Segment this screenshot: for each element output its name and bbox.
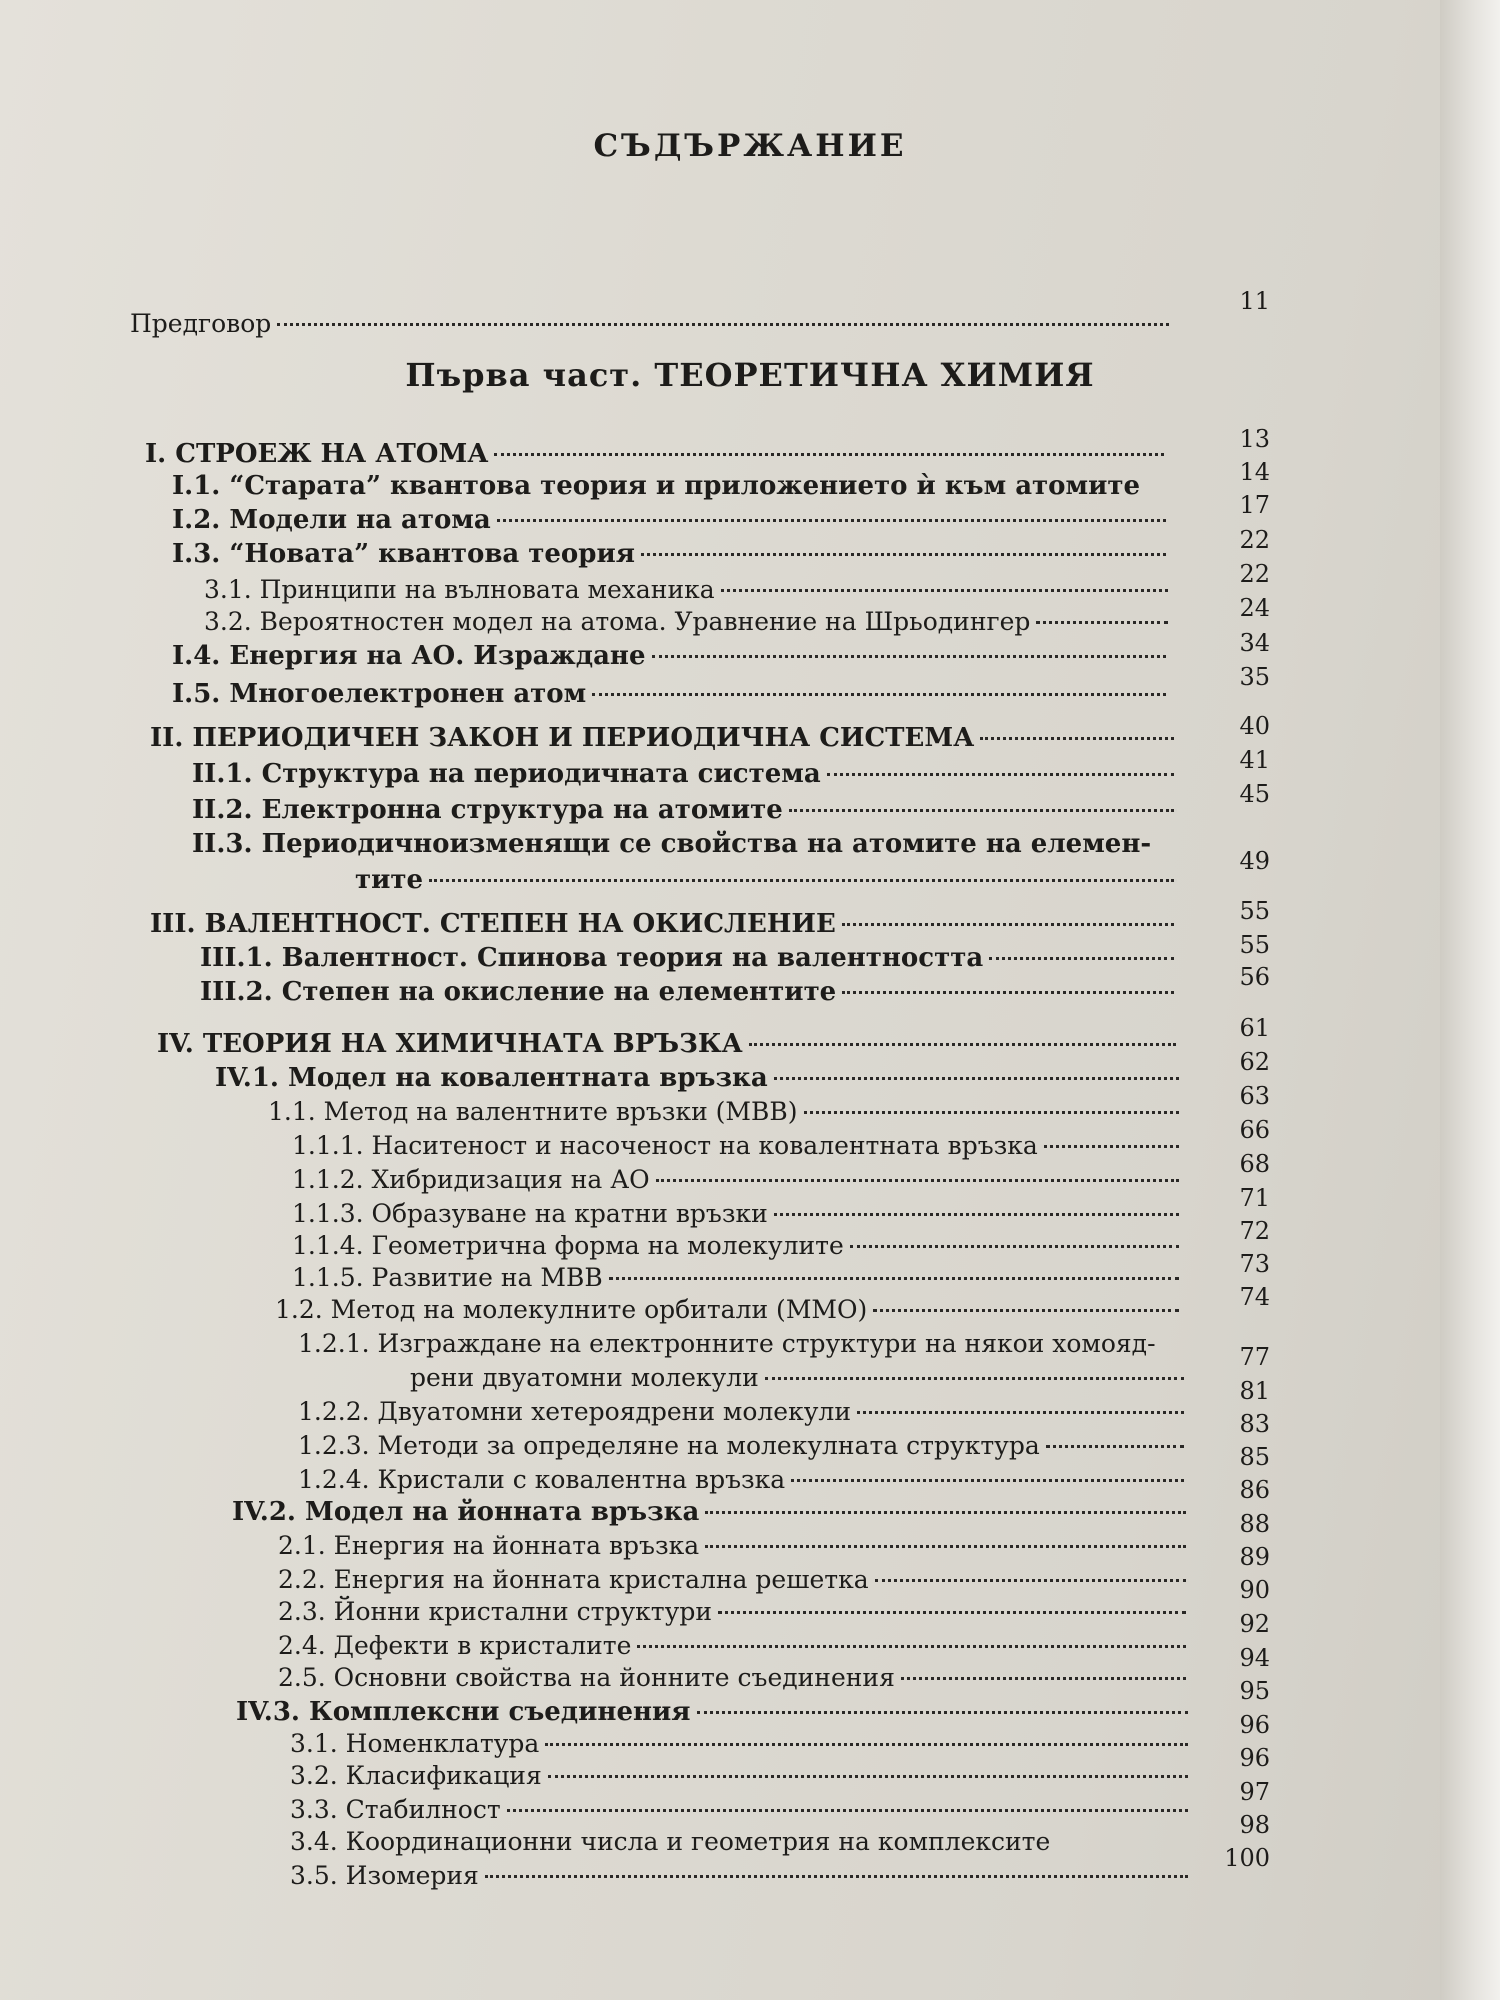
toc-entry-title: 3.1. Принципи на вълновата механика <box>204 575 715 604</box>
page-number: 96 <box>1239 1744 1270 1772</box>
page-number: 61 <box>1239 1014 1270 1042</box>
dot-leader <box>637 1645 1186 1648</box>
toc-entry-title: 2.5. Основни свойства на йонните съединения <box>278 1663 895 1692</box>
page-number: 97 <box>1239 1778 1270 1806</box>
toc-entry-title: 1.2.1. Изграждане на електронните структури на някои хомояд- <box>298 1329 1156 1358</box>
page-number: 88 <box>1239 1510 1270 1538</box>
dot-leader <box>875 1579 1186 1582</box>
page-number: 83 <box>1239 1410 1270 1438</box>
page-number: 13 <box>1239 425 1270 453</box>
page-number: 100 <box>1224 1844 1270 1872</box>
dot-leader <box>429 879 1174 882</box>
page-number: 96 <box>1239 1711 1270 1739</box>
dot-leader <box>609 1277 1179 1280</box>
toc-section-1-2 <box>172 502 1172 538</box>
dot-leader <box>850 1245 1179 1248</box>
toc-item-1-2-2 <box>298 1394 1190 1430</box>
toc-subsection-3-1b <box>290 1726 1194 1762</box>
toc-section-4-2 <box>232 1494 1192 1530</box>
dot-leader <box>789 809 1174 812</box>
toc-item-1-1-1 <box>292 1128 1185 1164</box>
page-number: 17 <box>1239 491 1270 519</box>
toc-section-2-3 <box>192 826 1182 862</box>
dot-leader <box>592 693 1166 696</box>
page-number: 89 <box>1239 1543 1270 1571</box>
page-number: 22 <box>1239 526 1270 554</box>
page-number: 86 <box>1239 1476 1270 1504</box>
toc-item-1-1-4 <box>292 1228 1185 1264</box>
dot-leader <box>774 1213 1179 1216</box>
dot-leader <box>774 1077 1179 1080</box>
toc-entry-title: 1.1.4. Геометрична форма на молекулите <box>292 1231 844 1260</box>
toc-entry-title: 3.2. Вероятностен модел на атома. Уравнение на Шрьодингер <box>204 607 1031 636</box>
toc-entry-title: 2.2. Енергия на йонната кристална решетка <box>278 1565 869 1594</box>
page-number: 55 <box>1239 931 1270 959</box>
toc-section-3-1 <box>200 940 1180 976</box>
page-number: 81 <box>1239 1377 1270 1405</box>
toc-entry-title: I.1. “Старата” квантова теория и приложението ѝ към атомите <box>172 471 1141 501</box>
toc-entry-title: II.2. Електронна структура на атомите <box>192 795 783 825</box>
toc-entry-title: 3.2. Класификация <box>290 1761 542 1790</box>
toc-section-1-1 <box>172 468 1172 504</box>
page-number: 49 <box>1239 847 1270 875</box>
page-number: 56 <box>1239 963 1270 991</box>
page-number: 77 <box>1239 1343 1270 1371</box>
toc-section-1-5 <box>172 676 1172 712</box>
toc-entry-title: 3.1. Номенклатура <box>290 1729 540 1758</box>
toc-section-3-2 <box>200 974 1180 1010</box>
dot-leader <box>721 589 1168 592</box>
toc-entry-preface <box>130 306 1175 342</box>
dot-leader <box>827 773 1174 776</box>
toc-item-1-2-1-cont <box>410 1360 1190 1396</box>
dot-leader <box>791 1479 1184 1482</box>
toc-subsection-3-2 <box>204 604 1174 640</box>
toc-entry-title: IV.2. Модел на йонната връзка <box>232 1497 700 1527</box>
toc-item-1-2-1 <box>298 1326 1190 1362</box>
toc-entry-title: 1.2. Метод на молекулните орбитали (ММО) <box>275 1295 868 1324</box>
dot-leader <box>1044 1145 1179 1148</box>
page-number: 72 <box>1239 1217 1270 1245</box>
toc-entry-title: IV.3. Комплексни съединения <box>236 1697 691 1727</box>
toc-section-1-3 <box>172 536 1172 572</box>
toc-entry-title: I. СТРОЕЖ НА АТОМА <box>145 439 489 469</box>
dot-leader <box>857 1411 1184 1414</box>
toc-item-1-2-3 <box>298 1428 1190 1464</box>
page-number: 92 <box>1239 1610 1270 1638</box>
toc-entry-title: II. ПЕРИОДИЧЕН ЗАКОН И ПЕРИОДИЧНА СИСТЕМА <box>150 723 975 753</box>
page-number: 62 <box>1239 1048 1270 1076</box>
toc-entry-title: 3.5. Изомерия <box>290 1861 479 1890</box>
dot-leader <box>989 957 1174 960</box>
toc-subsection-2-3 <box>278 1594 1192 1630</box>
page-title: СЪДЪРЖАНИЕ <box>593 128 907 164</box>
page-number: 45 <box>1239 780 1270 808</box>
dot-leader <box>804 1111 1179 1114</box>
page-number: 24 <box>1239 594 1270 622</box>
dot-leader <box>697 1711 1188 1714</box>
toc-subsection-3-3b <box>290 1792 1194 1828</box>
page-number: 14 <box>1239 458 1270 486</box>
part-heading: Първа част. ТЕОРЕТИЧНА ХИМИЯ <box>405 356 1095 394</box>
dot-leader <box>277 323 1169 326</box>
dot-leader <box>485 1875 1188 1878</box>
toc-entry-title: III.2. Степен на окисление на елементите <box>200 977 837 1007</box>
toc-entry-title: I.4. Енергия на АО. Израждане <box>172 641 646 671</box>
dot-leader <box>705 1511 1186 1514</box>
page-number: 66 <box>1239 1116 1270 1144</box>
dot-leader <box>980 737 1174 740</box>
toc-chapter-4 <box>157 1026 1182 1062</box>
dot-leader <box>842 923 1174 926</box>
toc-subsection-1-2 <box>275 1292 1185 1328</box>
dot-leader <box>494 453 1164 456</box>
toc-subsection-3-2b <box>290 1758 1194 1794</box>
toc-entry-title: I.5. Многоелектронен атом <box>172 679 587 709</box>
toc-entry-title: II.3. Периодичноизменящи се свойства на атомите на елемен- <box>192 829 1152 859</box>
page-number: 63 <box>1239 1082 1270 1110</box>
dot-leader <box>1046 1445 1184 1448</box>
toc-section-2-1 <box>192 756 1180 792</box>
toc-chapter-1 <box>145 436 1170 472</box>
dot-leader <box>656 1179 1179 1182</box>
dot-leader <box>652 655 1167 658</box>
toc-subsection-3-5b <box>290 1858 1194 1894</box>
dot-leader <box>718 1611 1186 1614</box>
page-number: 94 <box>1239 1644 1270 1672</box>
page-number: 85 <box>1239 1443 1270 1471</box>
page-number: 74 <box>1239 1283 1270 1311</box>
toc-entry-title: 3.4. Координационни числа и геометрия на комплексите <box>290 1827 1051 1856</box>
dot-leader <box>548 1775 1188 1778</box>
toc-entry-title: 1.2.4. Кристали с ковалентна връзка <box>298 1465 786 1494</box>
toc-chapter-2 <box>150 720 1180 756</box>
dot-leader <box>765 1377 1184 1380</box>
toc-section-2-2 <box>192 792 1180 828</box>
dot-leader <box>705 1545 1186 1548</box>
toc-entry-title: рени двуатомни молекули <box>410 1363 759 1392</box>
toc-section-2-3-cont <box>355 862 1180 898</box>
toc-section-4-3 <box>236 1694 1194 1730</box>
toc-subsection-3-4b <box>290 1824 1194 1860</box>
toc-entry-title: 1.1.1. Наситеност и насоченост на ковалентната връзка <box>292 1131 1038 1160</box>
toc-entry-title: III.1. Валентност. Спинова теория на валентността <box>200 943 984 973</box>
dot-leader <box>749 1043 1176 1046</box>
dot-leader <box>873 1309 1179 1312</box>
toc-subsection-2-4 <box>278 1628 1192 1664</box>
toc-entry-title: 3.3. Стабилност <box>290 1795 501 1824</box>
toc-entry-title: III. ВАЛЕНТНОСТ. СТЕПЕН НА ОКИСЛЕНИЕ <box>150 909 836 939</box>
toc-subsection-2-5 <box>278 1660 1192 1696</box>
toc-entry-title: 1.1.2. Хибридизация на АО <box>292 1165 650 1194</box>
toc-chapter-3 <box>150 906 1180 942</box>
toc-entry-title: I.3. “Новата” квантова теория <box>172 539 635 569</box>
page-number: 98 <box>1239 1811 1270 1839</box>
toc-entry-title: IV. ТЕОРИЯ НА ХИМИЧНАТА ВРЪЗКА <box>157 1029 743 1059</box>
dot-leader <box>901 1677 1186 1680</box>
toc-entry-title: 2.3. Йонни кристални структури <box>278 1597 712 1626</box>
toc-entry-title: Предговор <box>130 309 272 338</box>
toc-item-1-1-2 <box>292 1162 1185 1198</box>
page-number: 34 <box>1239 629 1270 657</box>
dot-leader <box>1036 621 1168 624</box>
page-number: 35 <box>1239 663 1270 691</box>
toc-subsection-3-1 <box>204 572 1174 608</box>
toc-section-1-4 <box>172 638 1172 674</box>
toc-entry-title: 1.1.3. Образуване на кратни връзки <box>292 1199 768 1228</box>
page-number: 11 <box>1239 287 1270 315</box>
page-number: 95 <box>1239 1677 1270 1705</box>
toc-entry-title: 1.1. Метод на валентните връзки (МВВ) <box>268 1097 798 1126</box>
toc-item-1-1-3 <box>292 1196 1185 1232</box>
toc-item-1-2-4 <box>298 1462 1190 1498</box>
toc-subsection-1-1 <box>268 1094 1185 1130</box>
page-number: 55 <box>1239 897 1270 925</box>
dot-leader <box>842 991 1174 994</box>
toc-entry-title: 2.1. Енергия на йонната връзка <box>278 1531 700 1560</box>
toc-entry-title: IV.1. Модел на ковалентната връзка <box>215 1063 768 1093</box>
page-number: 40 <box>1239 712 1270 740</box>
page-number: 73 <box>1239 1250 1270 1278</box>
toc-subsection-2-2 <box>278 1562 1192 1598</box>
page-number: 71 <box>1239 1184 1270 1212</box>
toc-item-1-1-5 <box>292 1260 1185 1296</box>
page-number: 68 <box>1239 1150 1270 1178</box>
toc-subsection-2-1 <box>278 1528 1192 1564</box>
dot-leader <box>507 1809 1188 1812</box>
dot-leader <box>497 519 1166 522</box>
toc-entry-title: II.1. Структура на периодичната система <box>192 759 821 789</box>
page-number: 41 <box>1239 746 1270 774</box>
dot-leader <box>641 553 1166 556</box>
page-number: 90 <box>1239 1576 1270 1604</box>
toc-entry-title: тите <box>355 865 424 895</box>
toc-entry-title: I.2. Модели на атома <box>172 505 491 535</box>
toc-entry-title: 1.2.2. Двуатомни хетероядрени молекули <box>298 1397 851 1426</box>
toc-entry-title: 1.1.5. Развитие на МВВ <box>292 1263 603 1292</box>
toc-section-4-1 <box>215 1060 1185 1096</box>
toc-entry-title: 1.2.3. Методи за определяне на молекулната структура <box>298 1431 1040 1460</box>
dot-leader <box>545 1743 1188 1746</box>
toc-entry-title: 2.4. Дефекти в кристалите <box>278 1631 632 1660</box>
page-number: 22 <box>1239 560 1270 588</box>
